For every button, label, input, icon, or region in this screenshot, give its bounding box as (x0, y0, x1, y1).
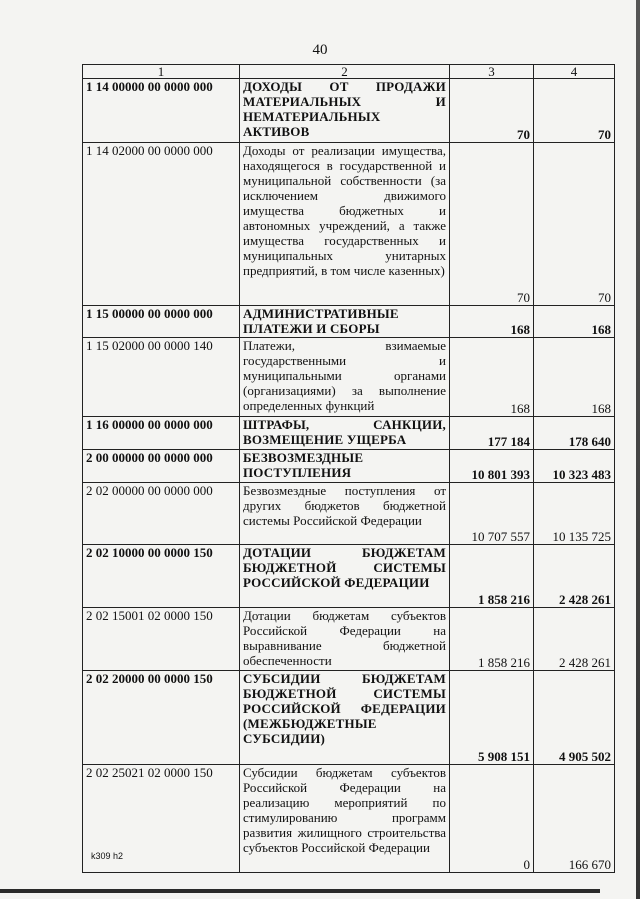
row-name: Дотации бюджетам субъектов Российской Федерации на выравнивание бюджетной обеспеченности (240, 608, 450, 671)
row-code: 1 14 00000 00 0000 000 (83, 79, 240, 143)
scan-edge-bottom (0, 889, 600, 893)
row-name: БЕЗВОЗМЕЗДНЫЕ ПОСТУПЛЕНИЯ (240, 450, 450, 483)
row-code: 2 00 00000 00 0000 000 (83, 450, 240, 483)
row-value-col4: 168 (534, 306, 615, 338)
row-value-col3: 70 (450, 143, 534, 306)
row-value-col4: 70 (534, 79, 615, 143)
row-value-col3: 177 184 (450, 417, 534, 450)
row-value-col4: 70 (534, 143, 615, 306)
table-row (83, 483, 615, 545)
table-row (83, 79, 615, 143)
table-row (83, 338, 615, 417)
table-row (83, 143, 615, 306)
scan-edge-right (636, 0, 640, 899)
row-value-col4: 4 905 502 (534, 671, 615, 765)
header-col-4: 4 (534, 65, 615, 79)
row-code: 1 14 02000 00 0000 000 (83, 143, 240, 306)
row-name: Платежи, взимаемые государственными и муниципальными органами (организациями) за выполнение определенных функций (240, 338, 450, 417)
row-value-col4: 166 670 (534, 765, 615, 873)
row-code: 1 15 02000 00 0000 140 (83, 338, 240, 417)
row-name: Доходы от реализации имущества, находящегося в государственной и муниципальной собственности (за исключением движимого имущества бюджетных и автономных учреждений, а также имущества государственных и муниципальных унитарных предприятий, в том числе казенных) (240, 143, 450, 306)
row-name: Субсидии бюджетам субъектов Российской Федерации на реализацию мероприятий по стимулированию программ развития жилищного строительства субъектов Российской Федерации (240, 765, 450, 873)
row-code: 1 15 00000 00 0000 000 (83, 306, 240, 338)
row-code: 1 16 00000 00 0000 000 (83, 417, 240, 450)
row-value-col4: 168 (534, 338, 615, 417)
row-value-col3: 168 (450, 338, 534, 417)
row-name: АДМИНИСТРАТИВНЫЕ ПЛАТЕЖИ И СБОРЫ (240, 306, 450, 338)
row-code: 2 02 10000 00 0000 150 (83, 545, 240, 608)
row-value-col3: 0 (450, 765, 534, 873)
row-name: СУБСИДИИ БЮДЖЕТАМ БЮДЖЕТНОЙ СИСТЕМЫ РОССИЙСКОЙ ФЕДЕРАЦИИ (МЕЖБЮДЖЕТНЫЕ СУБСИДИИ) (240, 671, 450, 765)
row-value-col3: 1 858 216 (450, 545, 534, 608)
row-name: ДОХОДЫ ОТ ПРОДАЖИ МАТЕРИАЛЬНЫХ И НЕМАТЕРИАЛЬНЫХ АКТИВОВ (240, 79, 450, 143)
row-value-col4: 2 428 261 (534, 545, 615, 608)
footer-note: k309 h2 (91, 851, 124, 861)
row-value-col4: 10 323 483 (534, 450, 615, 483)
row-code: 2 02 25021 02 0000 150 (83, 765, 240, 873)
row-value-col4: 2 428 261 (534, 608, 615, 671)
table-row (83, 765, 615, 873)
budget-revenue-table (82, 64, 615, 873)
table-row (83, 306, 615, 338)
page-number: 40 (312, 42, 328, 58)
row-value-col4: 10 135 725 (534, 483, 615, 545)
table-row (83, 417, 615, 450)
row-code: 2 02 15001 02 0000 150 (83, 608, 240, 671)
table-row (83, 545, 615, 608)
header-col-1: 1 (83, 65, 240, 79)
row-name: ДОТАЦИИ БЮДЖЕТАМ БЮДЖЕТНОЙ СИСТЕМЫ РОССИЙСКОЙ ФЕДЕРАЦИИ (240, 545, 450, 608)
table-row (83, 608, 615, 671)
table-header-row (83, 65, 615, 79)
row-value-col3: 168 (450, 306, 534, 338)
table-row (83, 450, 615, 483)
row-value-col3: 70 (450, 79, 534, 143)
row-name: Безвозмездные поступления от других бюджетов бюджетной системы Российской Федерации (240, 483, 450, 545)
row-name: ШТРАФЫ, САНКЦИИ, ВОЗМЕЩЕНИЕ УЩЕРБА (240, 417, 450, 450)
row-value-col3: 5 908 151 (450, 671, 534, 765)
row-value-col3: 10 707 557 (450, 483, 534, 545)
table-row (83, 671, 615, 765)
row-value-col4: 178 640 (534, 417, 615, 450)
row-code: 2 02 00000 00 0000 000 (83, 483, 240, 545)
header-col-3: 3 (450, 65, 534, 79)
row-code: 2 02 20000 00 0000 150 (83, 671, 240, 765)
row-value-col3: 10 801 393 (450, 450, 534, 483)
header-col-2: 2 (240, 65, 450, 79)
row-value-col3: 1 858 216 (450, 608, 534, 671)
